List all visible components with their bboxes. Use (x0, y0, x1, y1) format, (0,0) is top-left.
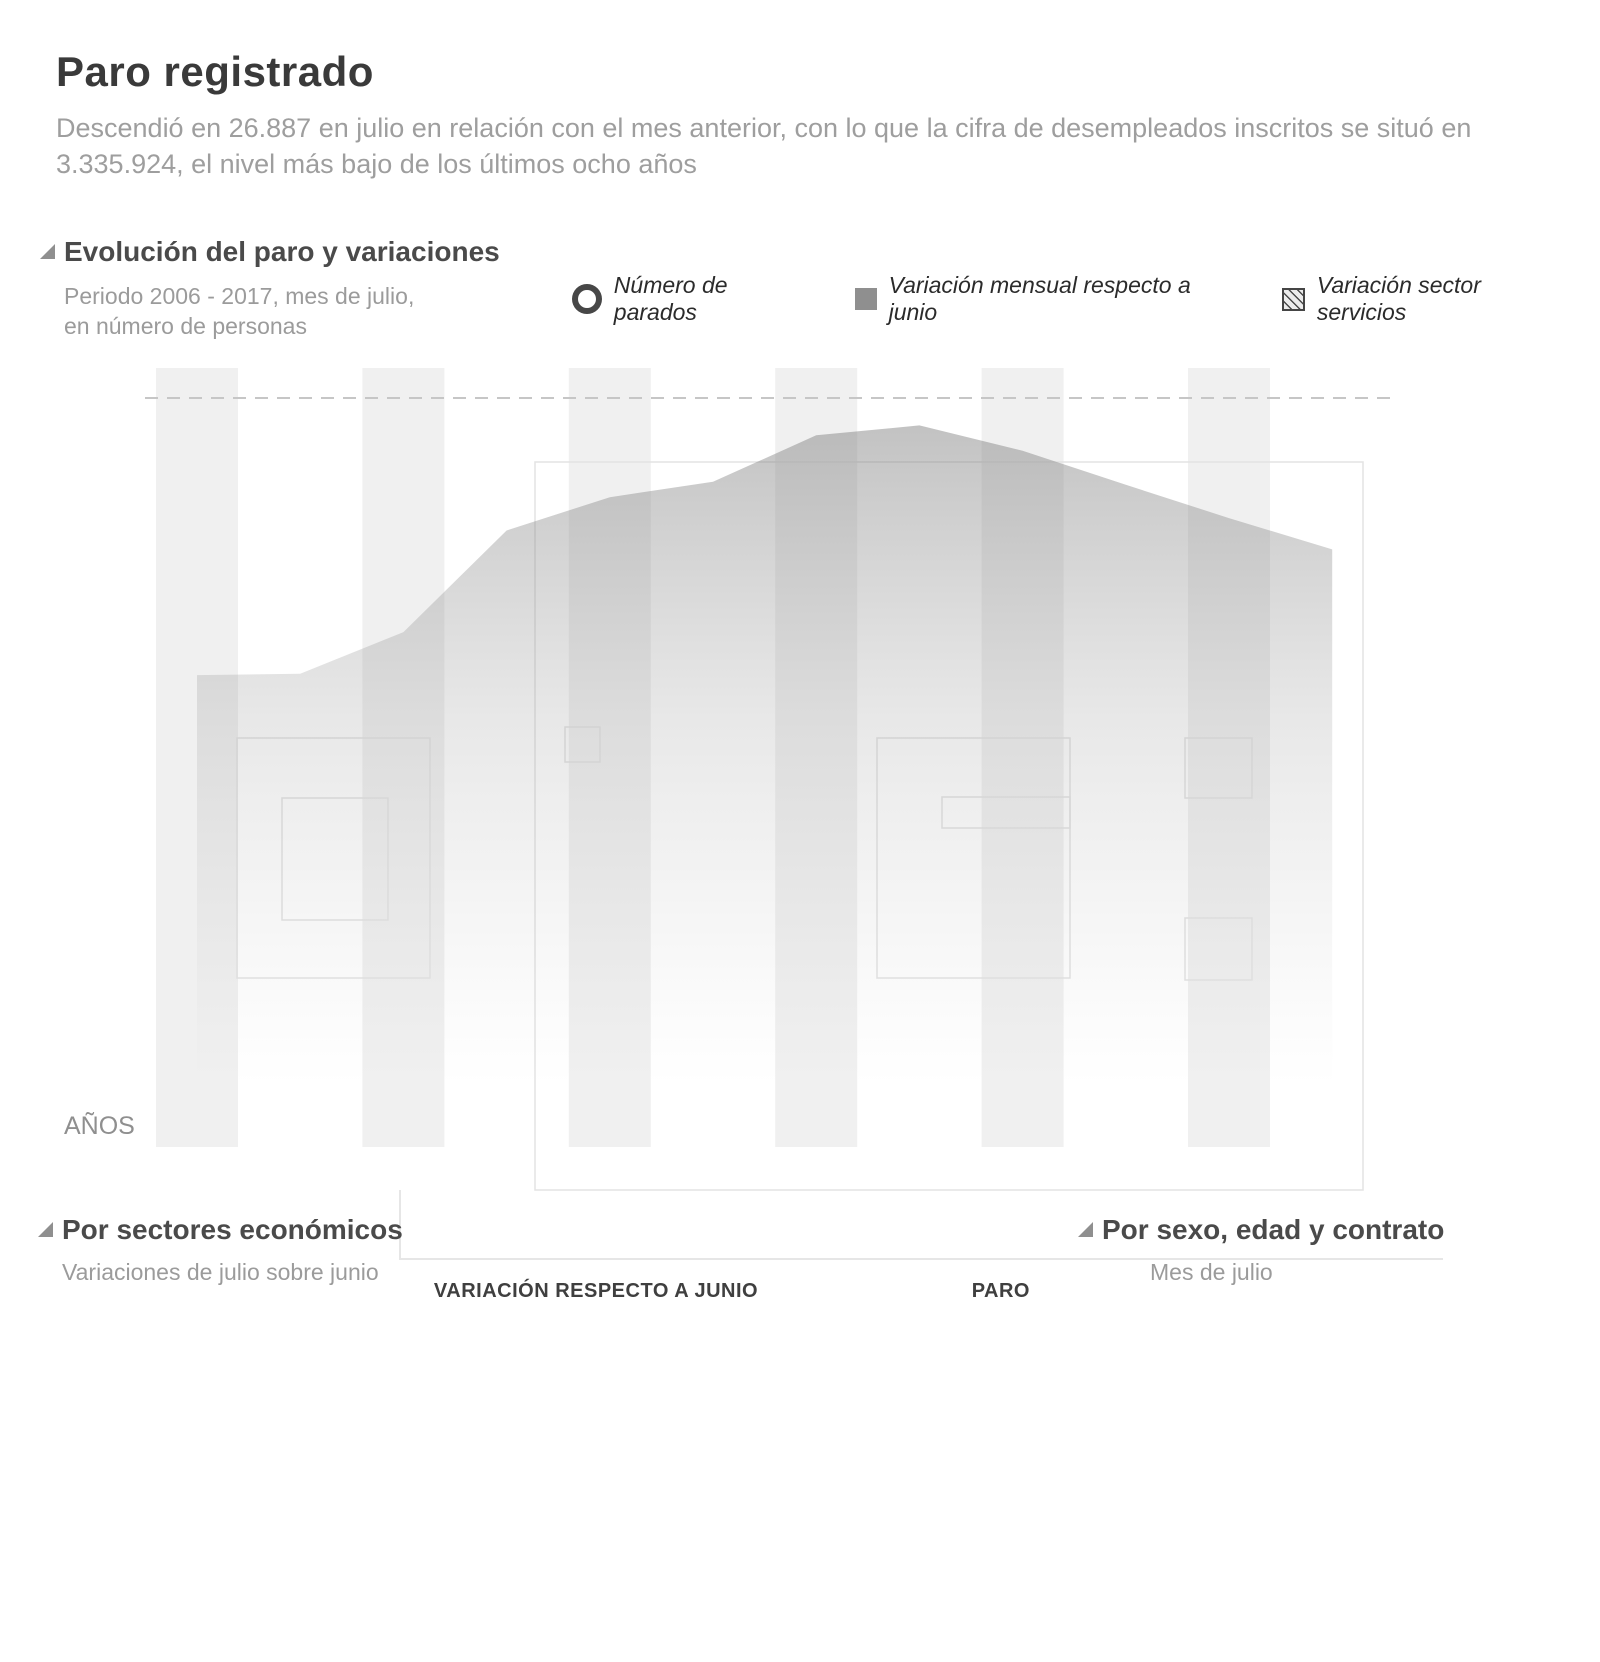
paro-column-header: PARO (971, 1280, 1030, 1302)
years-axis-label: AÑOS (64, 1112, 135, 1140)
section-marker-icon (1078, 1222, 1093, 1237)
legend-label: Variación sector servicios (1316, 272, 1481, 325)
legend-item-variacion-servicios (1282, 272, 1574, 326)
hatched-square-icon (1282, 288, 1305, 311)
evolution-section-title: Evolución del paro y variaciones (64, 236, 500, 267)
legend-item-variacion-mensual (855, 272, 1242, 326)
page-title: Paro registrado (56, 48, 374, 95)
legend-label: Variación mensual respecto a junio (888, 272, 1191, 325)
sectors-subtitle: Variaciones de julio sobre junio (62, 1259, 379, 1285)
line-marker-icon (572, 284, 602, 314)
demographics-section-title: Por sexo, edad y contrato (1102, 1214, 1445, 1245)
solid-square-icon (855, 288, 877, 310)
evolution-subtitle-line1: Periodo 2006 - 2017, mes de julio, (64, 283, 415, 309)
evolution-subtitle-line2: en número de personas (64, 312, 307, 339)
section-marker-icon (38, 1222, 53, 1237)
legend-item-parados (572, 272, 815, 326)
variation-column-header: VARIACIÓN RESPECTO A JUNIO (433, 1280, 759, 1302)
section-marker-icon (40, 244, 55, 259)
page-subtitle: Descendió en 26.887 en julio en relación con el mes anterior, con lo que la cifra de desempleados inscritos se situó en 3.335.924, el nivel más bajo de los últimos ocho años (56, 113, 1472, 180)
sectors-section-title: Por sectores económicos (62, 1214, 403, 1245)
evolution-legend (572, 272, 1600, 326)
demographics-subtitle: Mes de julio (1150, 1259, 1273, 1285)
legend-label: Número de parados (613, 272, 728, 325)
